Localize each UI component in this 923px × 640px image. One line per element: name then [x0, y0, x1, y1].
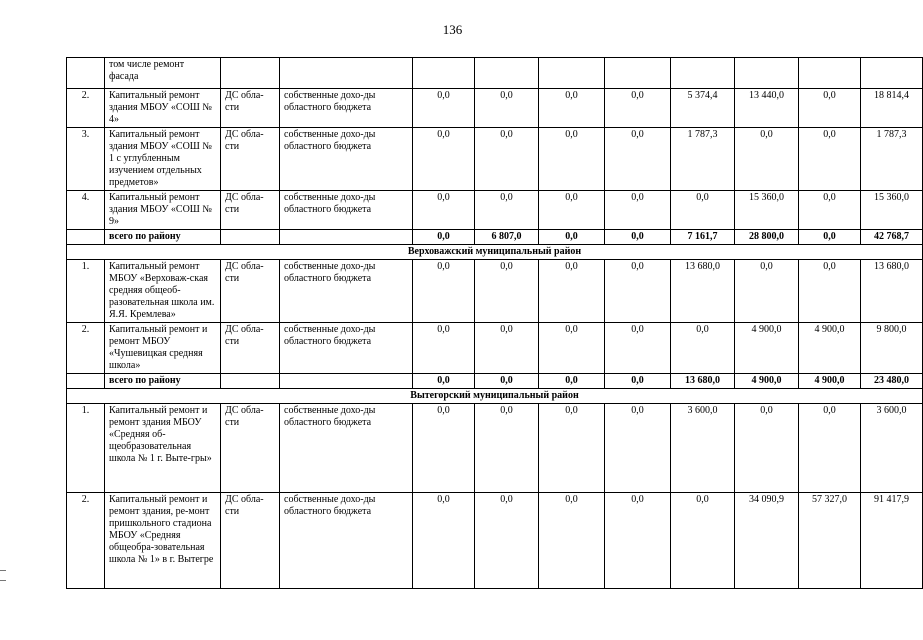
- funding-source-cell: собственные дохо-ды областного бюджета: [280, 128, 413, 191]
- total-value-cell: 13 680,0: [671, 374, 735, 389]
- total-value-cell: 0,0: [799, 230, 861, 245]
- budget-table: [66, 57, 923, 589]
- value-cell: 0,0: [539, 260, 605, 323]
- funding-source-cell: собственные дохо-ды областного бюджета: [280, 260, 413, 323]
- value-cell: 0,0: [413, 323, 475, 374]
- value-cell: 5 374,4: [671, 89, 735, 128]
- empty-cell: [221, 230, 280, 245]
- value-cell: 0,0: [539, 323, 605, 374]
- value-cell: 0,0: [413, 260, 475, 323]
- value-cell: 9 800,0: [861, 323, 923, 374]
- row-number-cell: 3.: [67, 128, 105, 191]
- value-cell: 0,0: [605, 404, 671, 493]
- value-cell: 0,0: [671, 323, 735, 374]
- value-cell: 0,0: [605, 323, 671, 374]
- empty-cell: [280, 230, 413, 245]
- empty-cell: [605, 58, 671, 89]
- total-row: [67, 374, 923, 389]
- value-cell: 0,0: [735, 260, 799, 323]
- object-name-cell: том числе ремонт фасада: [105, 58, 221, 89]
- empty-cell: [221, 374, 280, 389]
- value-cell: 15 360,0: [861, 191, 923, 230]
- value-cell: 4 900,0: [735, 323, 799, 374]
- object-name-cell: Капитальный ремонт здания МБОУ «СОШ № 1 с углубленным изучением отдельных предметов»: [105, 128, 221, 191]
- value-cell: 0,0: [799, 260, 861, 323]
- table-row: [67, 260, 923, 323]
- margin-mark: [0, 580, 6, 581]
- total-value-cell: 4 900,0: [735, 374, 799, 389]
- table-row: [67, 58, 923, 89]
- funding-source-cell: собственные дохо-ды областного бюджета: [280, 323, 413, 374]
- row-number-cell: 1.: [67, 404, 105, 493]
- value-cell: 34 090,9: [735, 493, 799, 589]
- funding-source-cell: собственные дохо-ды областного бюджета: [280, 89, 413, 128]
- table-row: [67, 404, 923, 493]
- value-cell: 0,0: [539, 191, 605, 230]
- empty-cell: [735, 58, 799, 89]
- value-cell: 1 787,3: [861, 128, 923, 191]
- district-header-row: [67, 245, 923, 260]
- empty-cell: [861, 58, 923, 89]
- empty-cell: [475, 58, 539, 89]
- value-cell: 0,0: [605, 260, 671, 323]
- value-cell: 0,0: [735, 128, 799, 191]
- customer-cell: ДС обла-сти: [221, 89, 280, 128]
- district-header-row: [67, 389, 923, 404]
- value-cell: 3 600,0: [861, 404, 923, 493]
- empty-cell: [280, 374, 413, 389]
- total-value-cell: 0,0: [539, 374, 605, 389]
- value-cell: 0,0: [735, 404, 799, 493]
- value-cell: 13 440,0: [735, 89, 799, 128]
- district-name-cell: Вытегорский муниципальный район: [67, 389, 923, 404]
- funding-source-cell: собственные дохо-ды областного бюджета: [280, 404, 413, 493]
- value-cell: 0,0: [605, 128, 671, 191]
- table-row: [67, 493, 923, 589]
- empty-cell: [67, 230, 105, 245]
- total-row: [67, 230, 923, 245]
- total-label-cell: всего по району: [105, 374, 221, 389]
- funding-source-cell: собственные дохо-ды областного бюджета: [280, 493, 413, 589]
- row-number-cell: 4.: [67, 191, 105, 230]
- value-cell: 4 900,0: [799, 323, 861, 374]
- empty-cell: [539, 58, 605, 89]
- value-cell: 0,0: [475, 323, 539, 374]
- value-cell: 91 417,9: [861, 493, 923, 589]
- total-value-cell: 0,0: [475, 374, 539, 389]
- total-value-cell: 0,0: [413, 230, 475, 245]
- value-cell: 0,0: [475, 128, 539, 191]
- number-cell: [67, 58, 105, 89]
- value-cell: 0,0: [475, 404, 539, 493]
- object-name-cell: Капитальный ремонт МБОУ «Верховаж-ская средняя общеоб-разовательная школа им. Я.Я. Кремлева»: [105, 260, 221, 323]
- total-value-cell: 0,0: [605, 230, 671, 245]
- value-cell: 1 787,3: [671, 128, 735, 191]
- empty-cell: [799, 58, 861, 89]
- value-cell: 13 680,0: [861, 260, 923, 323]
- object-name-cell: Капитальный ремонт и ремонт здания, ре-монт пришкольного стадиона МБОУ «Средняя общеобра-зовательная школа № 1» в г. Вытегре: [105, 493, 221, 589]
- value-cell: 3 600,0: [671, 404, 735, 493]
- total-value-cell: 28 800,0: [735, 230, 799, 245]
- value-cell: 0,0: [413, 191, 475, 230]
- customer-cell: ДС обла-сти: [221, 404, 280, 493]
- total-value-cell: 7 161,7: [671, 230, 735, 245]
- object-name-cell: Капитальный ремонт и ремонт МБОУ «Чушевицкая средняя школа»: [105, 323, 221, 374]
- funding-source-cell: собственные дохо-ды областного бюджета: [280, 191, 413, 230]
- value-cell: 0,0: [539, 404, 605, 493]
- empty-cell: [671, 58, 735, 89]
- value-cell: 0,0: [605, 493, 671, 589]
- object-name-cell: Капитальный ремонт и ремонт здания МБОУ «Средняя об-щеобразовательная школа № 1 г. Выте-гры»: [105, 404, 221, 493]
- table-row: [67, 323, 923, 374]
- object-name-cell: Капитальный ремонт здания МБОУ «СОШ № 4»: [105, 89, 221, 128]
- value-cell: 0,0: [539, 89, 605, 128]
- empty-cell: [221, 58, 280, 89]
- total-value-cell: 42 768,7: [861, 230, 923, 245]
- value-cell: 0,0: [413, 493, 475, 589]
- value-cell: 57 327,0: [799, 493, 861, 589]
- customer-cell: ДС обла-сти: [221, 128, 280, 191]
- total-value-cell: 0,0: [605, 374, 671, 389]
- row-number-cell: 2.: [67, 323, 105, 374]
- table-row: [67, 89, 923, 128]
- value-cell: 0,0: [413, 128, 475, 191]
- value-cell: 0,0: [799, 191, 861, 230]
- value-cell: 0,0: [605, 89, 671, 128]
- empty-cell: [413, 58, 475, 89]
- value-cell: 0,0: [413, 404, 475, 493]
- value-cell: 0,0: [671, 493, 735, 589]
- customer-cell: ДС обла-сти: [221, 493, 280, 589]
- value-cell: 18 814,4: [861, 89, 923, 128]
- table-row: [67, 128, 923, 191]
- margin-mark: [0, 570, 6, 571]
- value-cell: 13 680,0: [671, 260, 735, 323]
- total-label-cell: всего по району: [105, 230, 221, 245]
- total-value-cell: 23 480,0: [861, 374, 923, 389]
- object-name-cell: Капитальный ремонт здания МБОУ «СОШ № 9»: [105, 191, 221, 230]
- total-value-cell: 4 900,0: [799, 374, 861, 389]
- value-cell: 0,0: [799, 404, 861, 493]
- value-cell: 0,0: [539, 493, 605, 589]
- value-cell: 0,0: [475, 89, 539, 128]
- value-cell: 0,0: [799, 128, 861, 191]
- customer-cell: ДС обла-сти: [221, 260, 280, 323]
- total-value-cell: 0,0: [413, 374, 475, 389]
- value-cell: 0,0: [475, 260, 539, 323]
- row-number-cell: 2.: [67, 89, 105, 128]
- value-cell: 15 360,0: [735, 191, 799, 230]
- page-number: 136: [442, 22, 463, 37]
- value-cell: 0,0: [799, 89, 861, 128]
- value-cell: 0,0: [605, 191, 671, 230]
- value-cell: 0,0: [475, 191, 539, 230]
- row-number-cell: 2.: [67, 493, 105, 589]
- value-cell: 0,0: [671, 191, 735, 230]
- total-value-cell: 0,0: [539, 230, 605, 245]
- value-cell: 0,0: [475, 493, 539, 589]
- customer-cell: ДС обла-сти: [221, 191, 280, 230]
- value-cell: 0,0: [539, 128, 605, 191]
- table-row: [67, 191, 923, 230]
- empty-cell: [280, 58, 413, 89]
- value-cell: 0,0: [413, 89, 475, 128]
- district-name-cell: Верховажский муниципальный район: [67, 245, 923, 260]
- row-number-cell: 1.: [67, 260, 105, 323]
- total-value-cell: 6 807,0: [475, 230, 539, 245]
- customer-cell: ДС обла-сти: [221, 323, 280, 374]
- empty-cell: [67, 374, 105, 389]
